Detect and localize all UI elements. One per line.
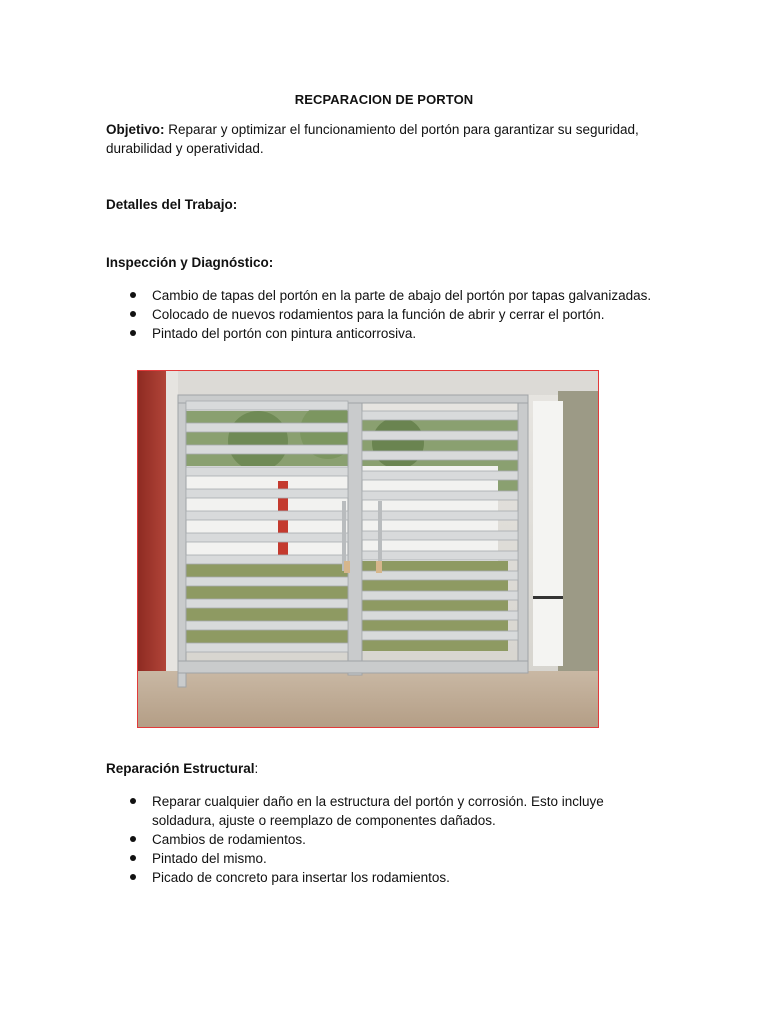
bullet-icon <box>130 874 136 880</box>
list-item: Cambio de tapas del portón en la parte de abajo del portón por tapas galvanizadas. <box>106 286 666 305</box>
inspection-list <box>106 286 666 343</box>
details-heading: Detalles del Trabajo: <box>106 197 238 212</box>
list-item: Cambios de rodamientos. <box>106 830 666 849</box>
bullet-icon <box>130 855 136 861</box>
inspection-heading: Inspección y Diagnóstico: <box>106 255 274 270</box>
document-title: RECPARACION DE PORTON <box>294 92 474 107</box>
repair-list <box>106 792 666 887</box>
bullet-icon <box>130 836 136 842</box>
list-item: Pintado del mismo. <box>106 849 666 868</box>
list-item: Colocado de nuevos rodamientos para la función de abrir y cerrar el portón. <box>106 305 666 324</box>
list-item: Pintado del portón con pintura anticorrosiva. <box>106 324 666 343</box>
repair-heading: Reparación Estructural: <box>106 761 259 776</box>
bullet-icon <box>130 292 136 298</box>
bullet-icon <box>130 798 136 804</box>
list-item: Picado de concreto para insertar los rodamientos. <box>106 868 666 887</box>
objective-label: Objetivo: <box>106 122 165 137</box>
objective-paragraph <box>106 120 666 158</box>
list-item: Reparar cualquier daño en la estructura del portón y corrosión. Esto incluye soldadura, ajuste o reemplazo de componentes dañados. <box>106 792 666 830</box>
bullet-icon <box>130 330 136 336</box>
bullet-icon <box>130 311 136 317</box>
objective-text: Reparar y optimizar el funcionamiento del portón para garantizar su seguridad, durabilidad y operatividad. <box>106 122 639 156</box>
gate-photo <box>137 370 599 728</box>
